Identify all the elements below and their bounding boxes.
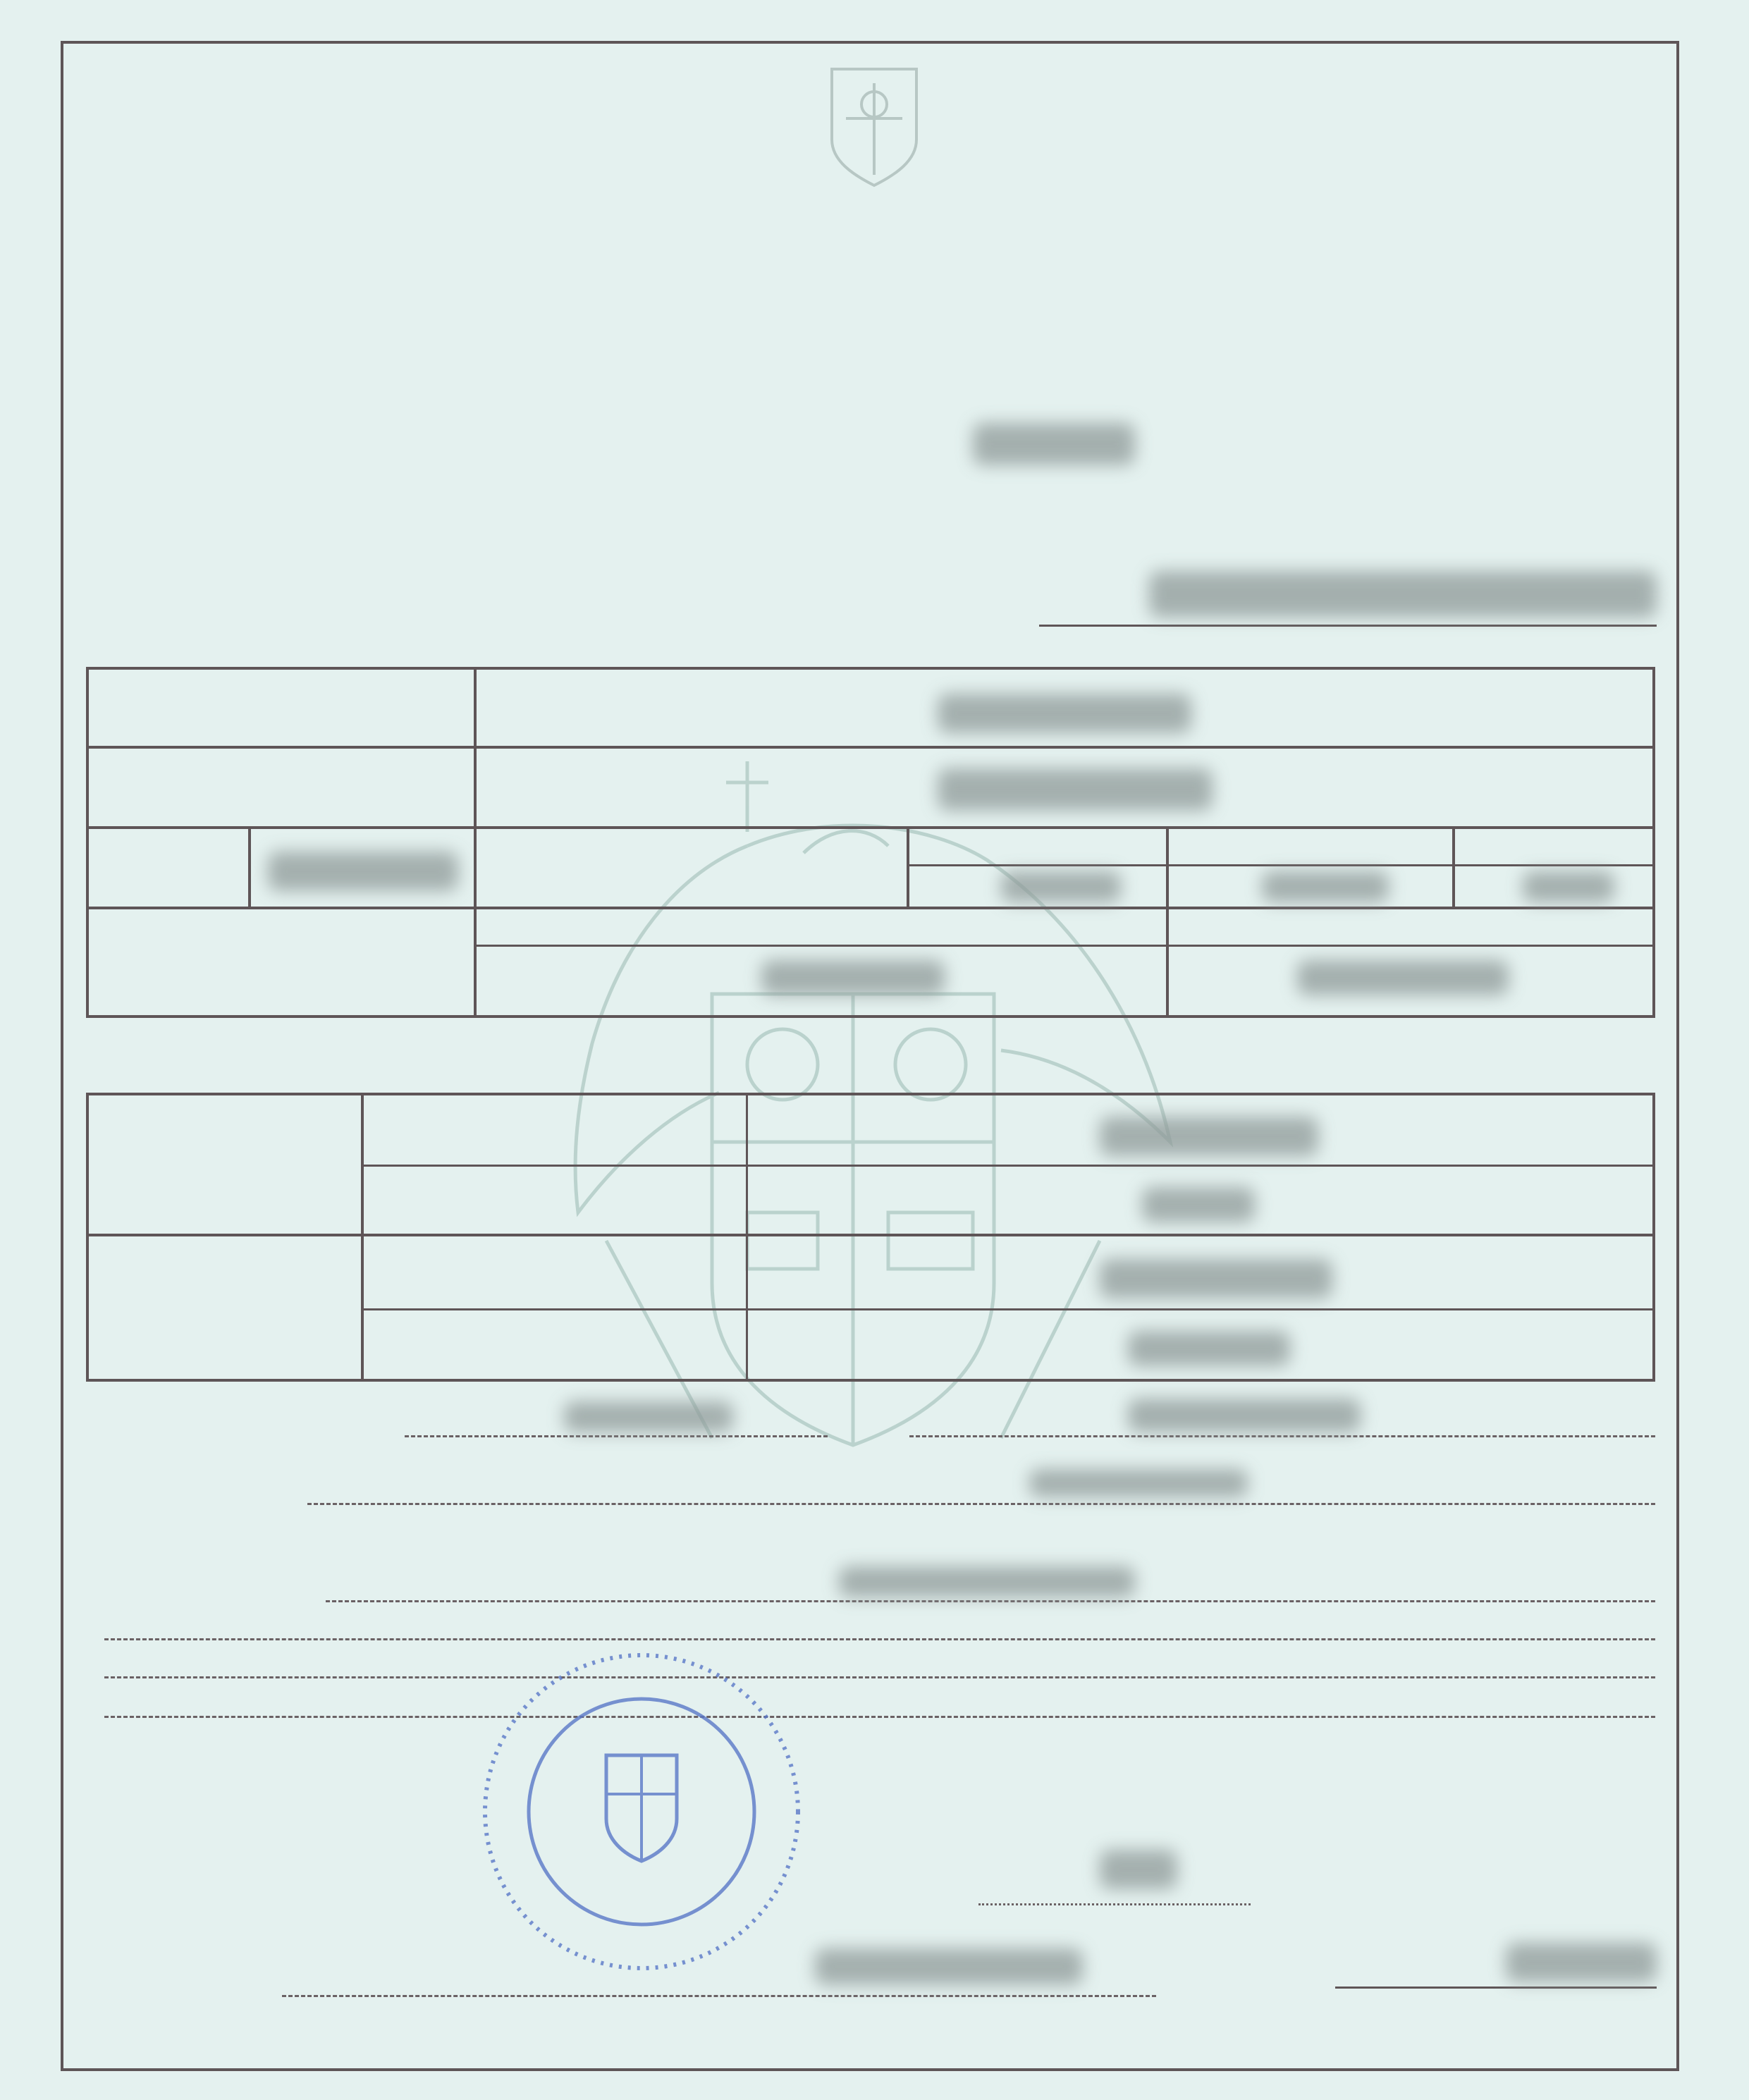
official-stamp-icon xyxy=(465,1650,818,1974)
dob-day-redacted xyxy=(1523,871,1614,902)
certificate-border xyxy=(61,41,1679,2071)
mother-firstname-redacted xyxy=(1128,1331,1290,1366)
act-number-line xyxy=(405,1435,828,1437)
registered-at-line xyxy=(307,1503,1655,1505)
parents-data-table xyxy=(86,1093,1655,1382)
signature-line xyxy=(978,1903,1251,1905)
mentions-line-1 xyxy=(326,1600,1655,1602)
mentions-line-4 xyxy=(104,1716,1655,1718)
dob-month-redacted xyxy=(1262,871,1389,902)
issue-date-baseline xyxy=(1335,1987,1657,1989)
cnp-redacted xyxy=(1149,571,1657,618)
mother-surname-redacted xyxy=(1100,1259,1332,1298)
issued-by-redacted xyxy=(815,1948,1083,1985)
pob-locality-redacted xyxy=(761,960,945,995)
issue-date-redacted xyxy=(1506,1943,1657,1982)
issued-by-line xyxy=(282,1995,1156,1997)
cnp-baseline xyxy=(1039,625,1657,627)
mentions-line-3 xyxy=(104,1676,1655,1678)
series-number-redacted xyxy=(973,423,1135,465)
father-firstname-redacted xyxy=(1142,1187,1255,1222)
act-number-redacted xyxy=(564,1401,733,1432)
act-date-line xyxy=(909,1435,1655,1437)
child-firstname-redacted xyxy=(938,768,1213,811)
child-surname-redacted xyxy=(938,694,1191,733)
father-surname-redacted xyxy=(1100,1117,1318,1156)
mentions-line-2 xyxy=(104,1638,1655,1640)
dob-year-redacted xyxy=(1001,871,1121,902)
signature-redacted xyxy=(1100,1850,1177,1889)
child-sex-redacted xyxy=(268,852,458,891)
registered-sector-redacted xyxy=(1029,1469,1248,1497)
pob-county-redacted xyxy=(1297,960,1509,995)
act-date-redacted xyxy=(1128,1399,1361,1432)
mentions-redacted xyxy=(839,1566,1135,1597)
